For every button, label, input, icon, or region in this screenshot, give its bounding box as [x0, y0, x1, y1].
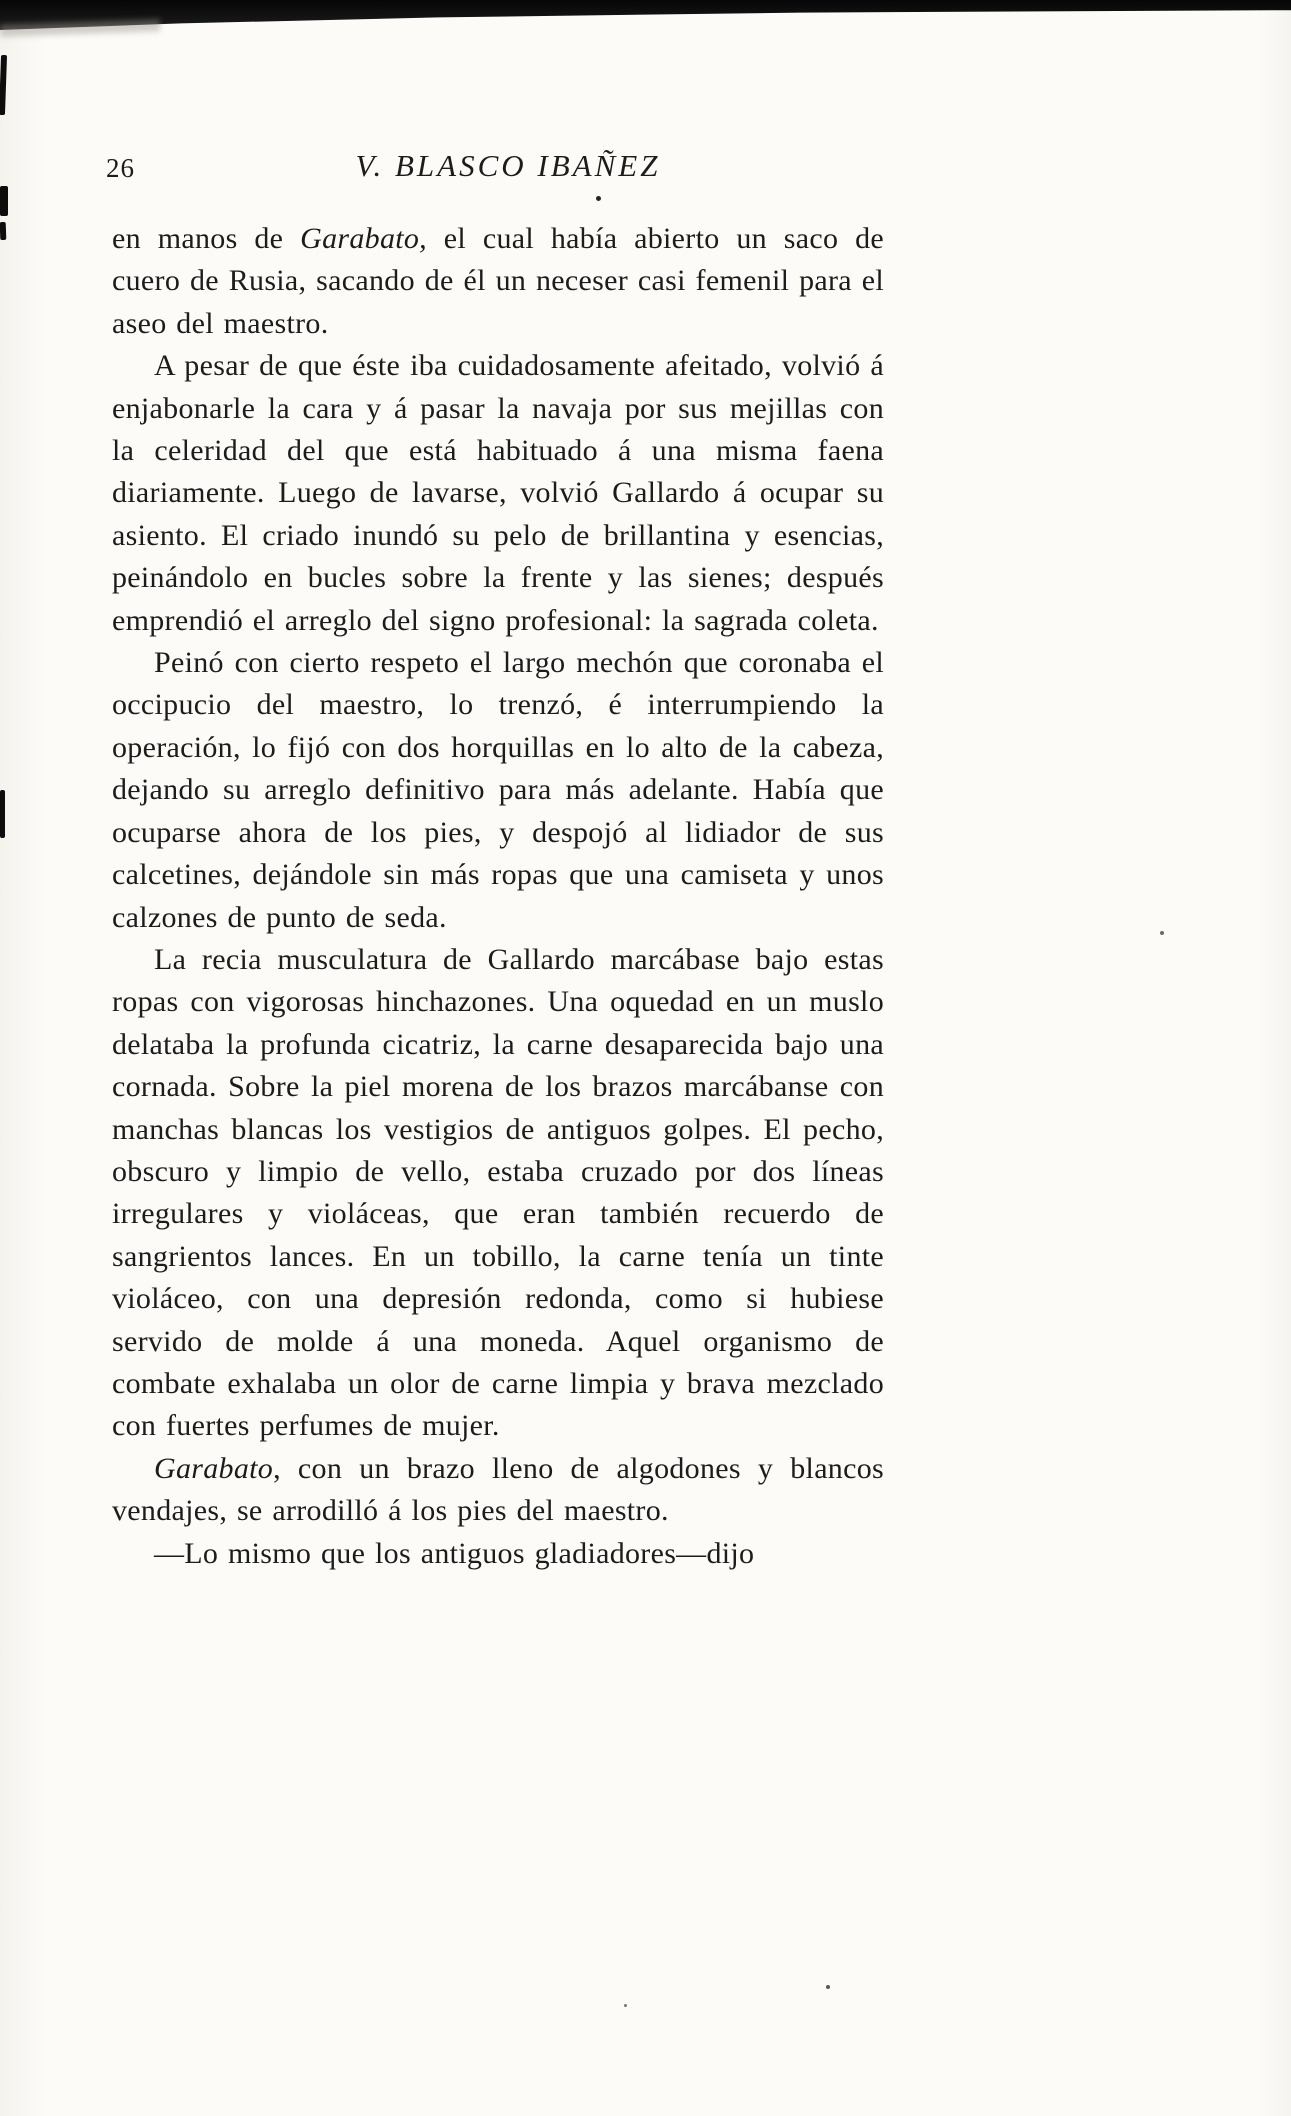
paragraph	[112, 218, 884, 345]
scan-artifact-edge-mark	[0, 790, 5, 838]
scan-artifact-speck	[826, 1985, 830, 1989]
paragraph	[112, 345, 884, 642]
body-text: en manos de	[112, 222, 301, 255]
scan-artifact-edge-mark	[0, 222, 6, 240]
scan-artifact-edge-mark	[0, 186, 8, 216]
page-header-row	[106, 148, 884, 196]
body-text: el cual había abierto un saco de cuero de Rusia, sacando de él un neceser casi femenil para el aseo del maestro.	[112, 222, 884, 340]
body-text: , con un brazo lleno de algodones y blancos vendajes, se arrodilló á los pies del maestro.	[112, 1451, 884, 1528]
body-text: A pesar de que éste iba cuidadosamente afeitado, volvió á enjabonarle la cara y á pasar la navaja por sus mejillas con la celeridad del que está habituado á una misma faena diariamente. Luego de lavarse, volvió Gallardo á ocupar su asiento. El criado inundó su pelo de brillantina y esencias, peinándolo en bucles sobre la frente y las sienes; después emprendió el arreglo del signo profesional: la sagrada coleta.	[112, 349, 884, 637]
body-text: —Lo mismo que los antiguos gladiadores—dijo	[154, 1536, 755, 1570]
scan-artifact-speck	[1160, 931, 1164, 935]
page-body	[112, 218, 884, 1575]
body-text: La recia musculatura de Gallardo marcábase bajo estas ropas con vigorosas hinchazones. Una oquedad en un muslo delataba la profunda cicatriz, la carne desaparecida bajo una cornada. Sobre la piel morena de los brazos marcábanse con manchas blancas los vestigios de antiguos golpes. El pecho, obscuro y limpio de vello, estaba cruzado por dos líneas irregulares y violáceas, que eran también recuerdo de sangrientos lances. En un tobillo, la carne tenía un tinte violáceo, con una depresión redonda, como si hubiese servido de molde á una moneda. Aquel organismo de combate exhalaba un olor de carne limpia y brava mezclado con fuertes perfumes de mujer.	[112, 942, 884, 1443]
paragraph	[112, 1448, 884, 1533]
running-header: V. BLASCO IBAÑEZ	[355, 148, 661, 183]
paragraph	[112, 1533, 884, 1575]
page-content	[106, 148, 884, 1575]
scan-artifact-top-band	[0, 0, 1291, 30]
body-text: Peinó con cierto respeto el largo mechón que coronaba el occipucio del maestro, lo trenzó, é interrumpiendo la operación, lo fijó con dos horquillas en lo alto de la cabeza, dejando su arreglo definitivo para más adelante. Había que ocuparse ahora de los pies, y despojó al lidiador de sus calcetines, dejándole sin más ropas que una camiseta y unos calzones de punto de seda.	[112, 646, 884, 934]
italic-text: Garabato	[154, 1451, 274, 1485]
paragraph	[112, 642, 884, 939]
paragraph	[112, 939, 884, 1448]
scan-artifact-speck	[624, 2004, 627, 2007]
scan-artifact-edge-mark	[0, 55, 7, 115]
page-number: 26	[106, 153, 135, 183]
italic-text: Garabato,	[300, 222, 427, 255]
